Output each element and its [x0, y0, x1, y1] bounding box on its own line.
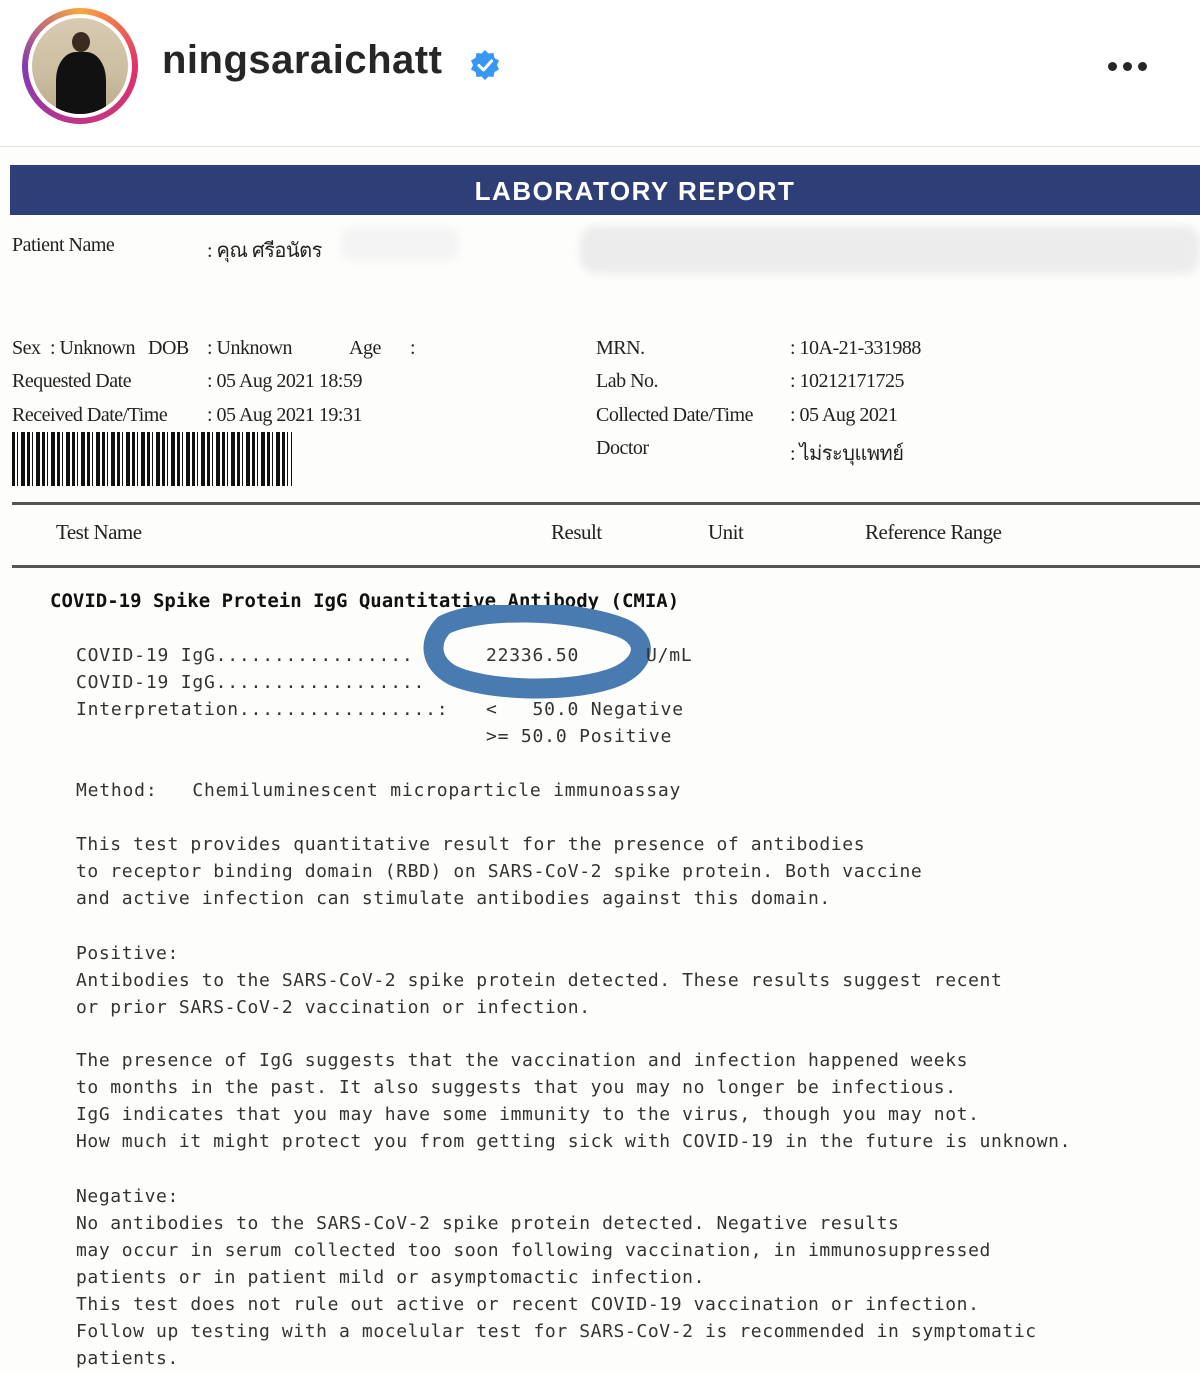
report-banner	[10, 165, 1200, 215]
post-header	[0, 0, 1200, 147]
verified-badge-icon	[470, 50, 500, 80]
lab-no-value: : 10212171725	[790, 370, 905, 392]
mrn-value: : 10A-21-331988	[790, 337, 921, 359]
collected-date-value: : 05 Aug 2021	[790, 404, 898, 426]
col-reference-range: Reference Range	[865, 520, 1002, 544]
interpretation-positive: >= 50.0 Positive	[486, 726, 673, 747]
redaction-blur	[340, 226, 460, 262]
doctor-label: Doctor	[596, 437, 649, 459]
sex-value: : Unknown	[50, 337, 135, 359]
requested-date-value: : 05 Aug 2021 18:59	[207, 370, 362, 392]
description-paragraph: This test provides quantitative result for the presence of antibodies to receptor binding domain (RBD) on SARS-CoV-2 spike protein. Both vaccine and active infection can stimulate antibodies against this domain.	[76, 834, 923, 909]
report-title: LABORATORY REPORT	[474, 176, 796, 206]
patient-name-value: : คุณ ศรีอนัตร	[207, 240, 322, 262]
received-date-value: : 05 Aug 2021 19:31	[207, 404, 362, 426]
dob-value: : Unknown	[207, 337, 292, 359]
age-label: Age	[349, 337, 381, 359]
igg-result-value: 22336.50	[486, 645, 580, 666]
requested-date-label: Requested Date	[12, 370, 132, 392]
username[interactable]: ningsaraichatt	[162, 38, 443, 82]
patient-name-label: Patient Name	[12, 234, 115, 256]
dob-label: DOB	[148, 337, 189, 359]
avatar-photo	[32, 18, 128, 114]
igg-paragraph: The presence of IgG suggests that the vaccination and infection happened weeks to months in the past. It also suggests that you may no longer be infectious. IgG indicates that you may have some immunity to the virus, though you may not. How much it might protect you from getting sick with COVID-19 in the future is unknown.	[76, 1050, 1072, 1152]
avatar[interactable]	[28, 14, 132, 118]
negative-paragraph: Negative: No antibodies to the SARS-CoV-2 spike protein detected. Negative results may occur in serum collected too soon following vaccination, in immunosuppressed patients or in patient mild or asymptomactic infection. This test does not rule out active or recent COVID-19 vaccination or infection. Follow up testing with a mocelular test for SARS-CoV-2 is recommended in symptomatic patients.	[76, 1186, 1037, 1369]
col-unit: Unit	[708, 520, 744, 544]
col-test-name: Test Name	[56, 520, 142, 544]
test-row-name: COVID-19 IgG..................	[76, 672, 426, 693]
test-section-title: COVID-19 Spike Protein IgG Quantitative Antibody (CMIA)	[50, 590, 680, 612]
sex-label: Sex	[12, 337, 41, 359]
positive-paragraph: Positive: Antibodies to the SARS-CoV-2 spike protein detected. These results suggest recent or prior SARS-CoV-2 vaccination or infection.	[76, 943, 1003, 1018]
test-row-name: COVID-19 IgG.................	[76, 645, 414, 666]
age-value: :	[410, 337, 416, 359]
mrn-label: MRN.	[596, 337, 645, 359]
more-options-icon[interactable]	[1108, 58, 1158, 72]
received-date-label: Received Date/Time	[12, 404, 168, 426]
doctor-value: : ไม่ระบุแพทย์	[790, 443, 904, 465]
divider	[12, 565, 1200, 568]
lab-no-label: Lab No.	[596, 370, 659, 392]
redaction-blur	[580, 226, 1200, 274]
igg-unit: U/mL	[646, 645, 693, 666]
story-ring[interactable]	[22, 8, 138, 124]
method-text: Method: Chemiluminescent microparticle immunoassay	[76, 780, 682, 801]
interpretation-negative: < 50.0 Negative	[486, 699, 684, 720]
divider	[12, 502, 1200, 505]
col-result: Result	[551, 520, 602, 544]
barcode	[12, 432, 292, 486]
test-row-name: Interpretation.................:	[76, 699, 449, 720]
collected-date-label: Collected Date/Time	[596, 404, 753, 426]
